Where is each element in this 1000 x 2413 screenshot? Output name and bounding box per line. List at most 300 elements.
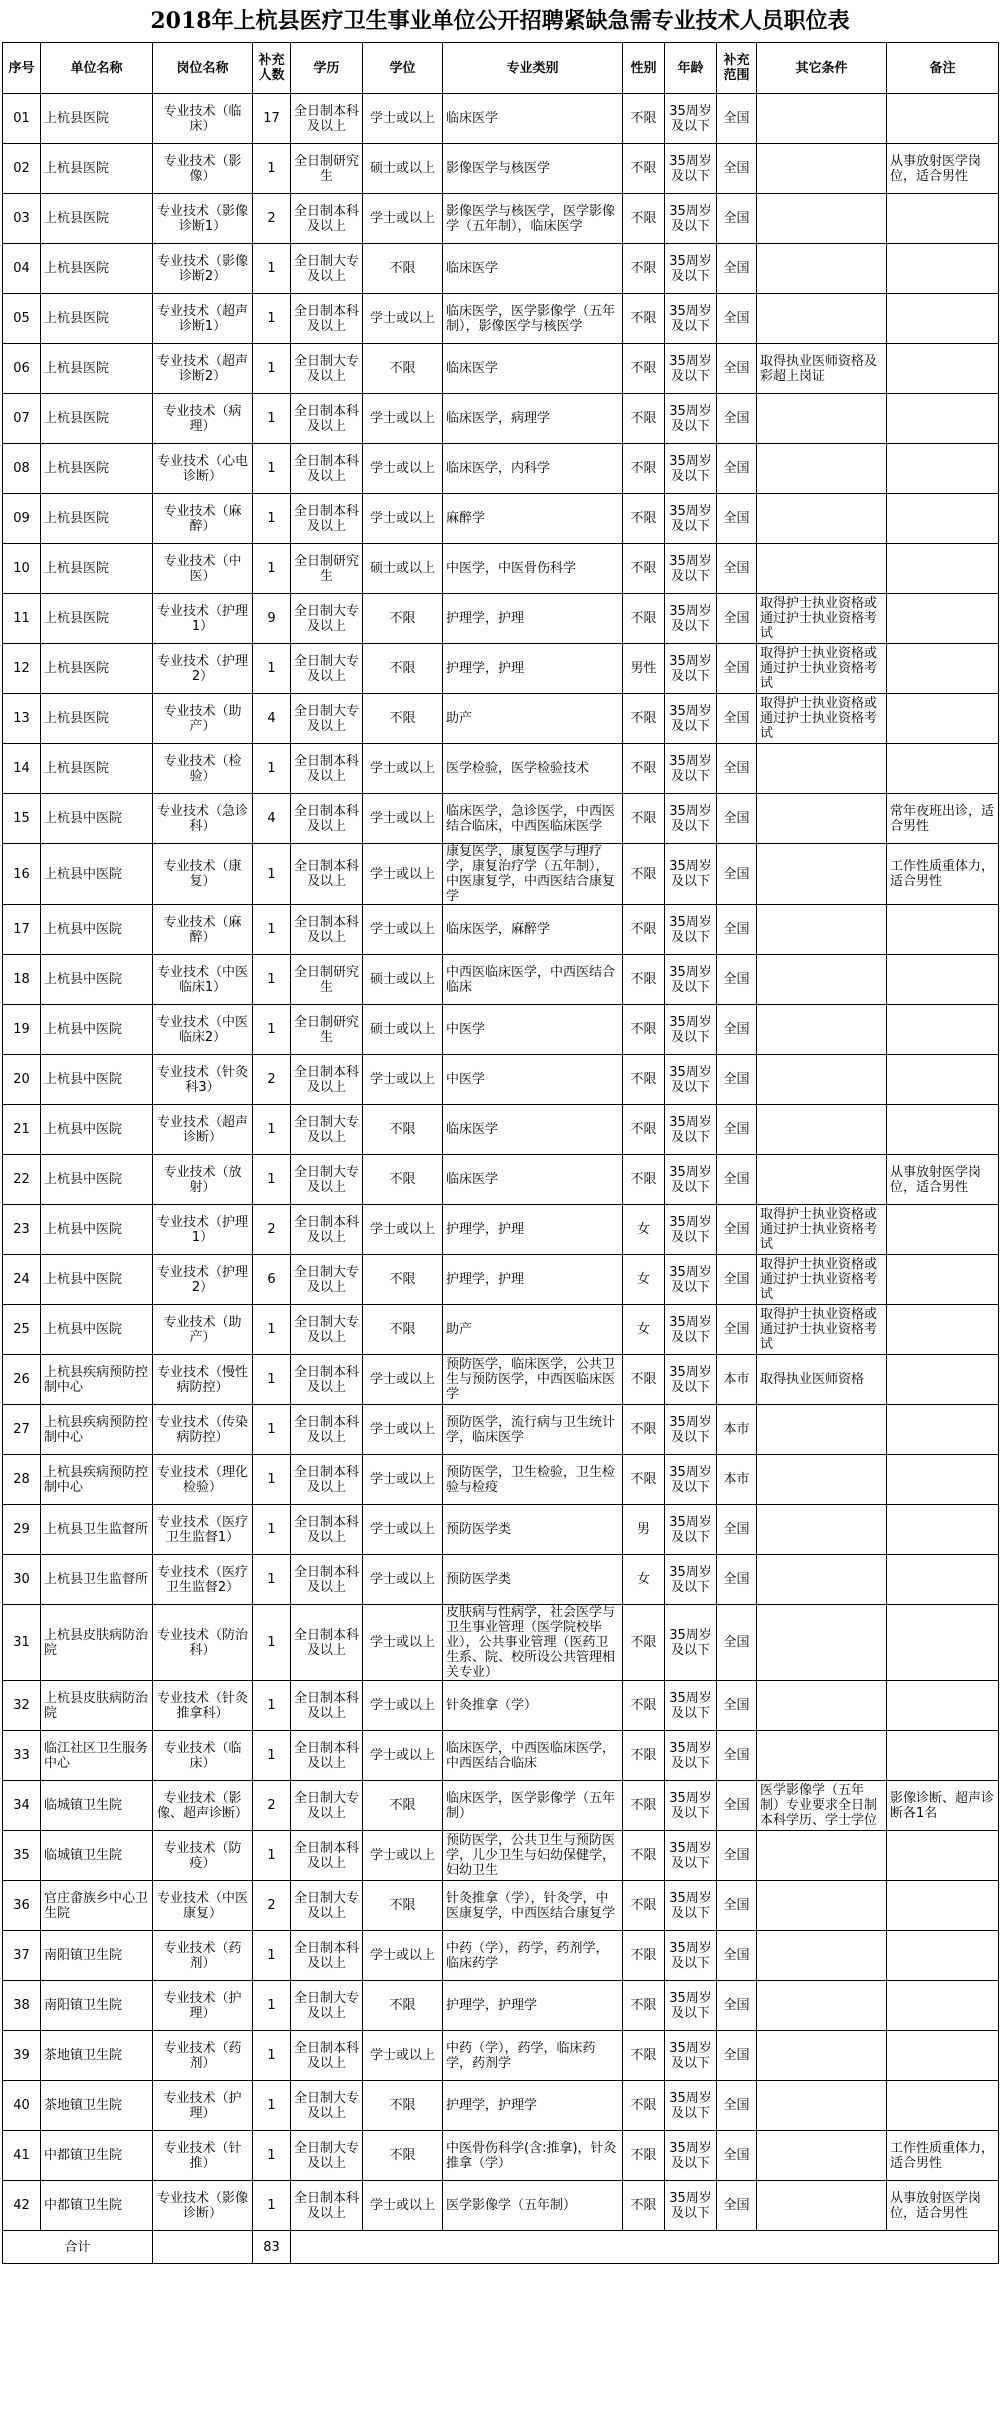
age-cell: 35周岁及以下: [665, 544, 717, 594]
recruit-scope-cell: 全国: [717, 1681, 757, 1731]
major-cell: 临床医学: [443, 244, 623, 294]
other-conditions-cell: [757, 2181, 887, 2231]
education-cell: 全日制大专及以上: [291, 2081, 363, 2131]
recruit-scope-cell: 全国: [717, 344, 757, 394]
remarks-cell: [887, 494, 999, 544]
other-conditions-cell: [757, 844, 887, 905]
major-cell: 预防医学类: [443, 1505, 623, 1555]
gender-cell: 男: [623, 1505, 665, 1555]
recruit-scope-cell: 全国: [717, 1881, 757, 1931]
row-number-cell: 11: [3, 594, 41, 644]
gender-cell: 不限: [623, 1355, 665, 1405]
degree-cell: 学士或以上: [363, 1831, 443, 1881]
table-row: [3, 344, 999, 394]
position-name-cell: 专业技术（超声诊断1）: [153, 294, 253, 344]
position-name-cell: 专业技术（影像）: [153, 144, 253, 194]
unit-name-cell: 上杭县中医院: [41, 844, 153, 905]
remarks-cell: [887, 544, 999, 594]
table-row: [3, 1205, 999, 1255]
gender-cell: 不限: [623, 1681, 665, 1731]
other-conditions-cell: [757, 494, 887, 544]
headcount-cell: 1: [253, 2081, 291, 2131]
position-name-cell: 专业技术（助产）: [153, 694, 253, 744]
unit-name-cell: 上杭县中医院: [41, 1055, 153, 1105]
unit-name-cell: 临江社区卫生服务中心: [41, 1731, 153, 1781]
education-cell: 全日制大专及以上: [291, 1105, 363, 1155]
table-row: [3, 1681, 999, 1731]
position-name-cell: 专业技术（影像诊断2）: [153, 244, 253, 294]
position-name-cell: 专业技术（麻醉）: [153, 494, 253, 544]
table-row: [3, 2181, 999, 2231]
recruit-scope-cell: 本市: [717, 1455, 757, 1505]
position-name-cell: 专业技术（影像、超声诊断）: [153, 1781, 253, 1831]
major-cell: 护理学，护理: [443, 1255, 623, 1305]
headcount-cell: 1: [253, 1981, 291, 2031]
education-cell: 全日制本科及以上: [291, 1681, 363, 1731]
headcount-cell: 4: [253, 794, 291, 844]
other-conditions-cell: [757, 1831, 887, 1881]
headcount-cell: 1: [253, 1831, 291, 1881]
recruit-scope-cell: 全国: [717, 144, 757, 194]
gender-cell: 男性: [623, 644, 665, 694]
row-number-cell: 22: [3, 1155, 41, 1205]
row-number-cell: 27: [3, 1405, 41, 1455]
other-conditions-cell: [757, 244, 887, 294]
other-conditions-cell: [757, 1055, 887, 1105]
table-row: [3, 1155, 999, 1205]
row-number-cell: 10: [3, 544, 41, 594]
headcount-cell: 2: [253, 1881, 291, 1931]
row-number-cell: 34: [3, 1781, 41, 1831]
remarks-cell: [887, 1681, 999, 1731]
gender-cell: 不限: [623, 905, 665, 955]
education-cell: 全日制大专及以上: [291, 594, 363, 644]
position-name-cell: 专业技术（病理）: [153, 394, 253, 444]
age-cell: 35周岁及以下: [665, 394, 717, 444]
gender-cell: 不限: [623, 1455, 665, 1505]
table-row: [3, 294, 999, 344]
unit-name-cell: 上杭县医院: [41, 494, 153, 544]
degree-cell: 学士或以上: [363, 94, 443, 144]
position-name-cell: 专业技术（传染病防控）: [153, 1405, 253, 1455]
header-cell: 学位: [363, 43, 443, 94]
table-row: [3, 1255, 999, 1305]
row-number-cell: 01: [3, 94, 41, 144]
position-name-cell: 专业技术（影像诊断1）: [153, 194, 253, 244]
remarks-cell: 从事放射医学岗位，适合男性: [887, 1155, 999, 1205]
position-name-cell: 专业技术（影像诊断）: [153, 2181, 253, 2231]
major-cell: 影像医学与核医学: [443, 144, 623, 194]
unit-name-cell: 南阳镇卫生院: [41, 1981, 153, 2031]
recruit-scope-cell: 全国: [717, 2181, 757, 2231]
headcount-cell: 1: [253, 1555, 291, 1605]
headcount-cell: 1: [253, 955, 291, 1005]
gender-cell: 不限: [623, 94, 665, 144]
education-cell: 全日制大专及以上: [291, 1781, 363, 1831]
age-cell: 35周岁及以下: [665, 1155, 717, 1205]
degree-cell: 学士或以上: [363, 394, 443, 444]
age-cell: 35周岁及以下: [665, 144, 717, 194]
other-conditions-cell: [757, 1555, 887, 1605]
age-cell: 35周岁及以下: [665, 905, 717, 955]
degree-cell: 硕士或以上: [363, 955, 443, 1005]
age-cell: 35周岁及以下: [665, 344, 717, 394]
gender-cell: 不限: [623, 1831, 665, 1881]
unit-name-cell: 上杭县医院: [41, 244, 153, 294]
gender-cell: 不限: [623, 1155, 665, 1205]
position-name-cell: 专业技术（临床）: [153, 1731, 253, 1781]
gender-cell: 女: [623, 1305, 665, 1355]
gender-cell: 不限: [623, 2131, 665, 2181]
table-row: [3, 694, 999, 744]
headcount-cell: 1: [253, 444, 291, 494]
education-cell: 全日制研究生: [291, 955, 363, 1005]
row-number-cell: 36: [3, 1881, 41, 1931]
remarks-cell: [887, 1205, 999, 1255]
unit-name-cell: 临城镇卫生院: [41, 1831, 153, 1881]
header-cell: 专业类别: [443, 43, 623, 94]
gender-cell: 不限: [623, 244, 665, 294]
education-cell: 全日制大专及以上: [291, 1255, 363, 1305]
degree-cell: 不限: [363, 594, 443, 644]
major-cell: 临床医学: [443, 1155, 623, 1205]
table-row: [3, 1105, 999, 1155]
gender-cell: 不限: [623, 744, 665, 794]
remarks-cell: [887, 905, 999, 955]
header-cell: 补充范围: [717, 43, 757, 94]
headcount-cell: 1: [253, 1455, 291, 1505]
row-number-cell: 12: [3, 644, 41, 694]
other-conditions-cell: [757, 1981, 887, 2031]
total-row: [3, 2231, 999, 2264]
age-cell: 35周岁及以下: [665, 744, 717, 794]
remarks-cell: [887, 394, 999, 444]
table-row: [3, 494, 999, 544]
position-name-cell: 专业技术（医疗卫生监督2）: [153, 1555, 253, 1605]
row-number-cell: 42: [3, 2181, 41, 2231]
recruit-scope-cell: 全国: [717, 594, 757, 644]
header-cell: 年龄: [665, 43, 717, 94]
row-number-cell: 24: [3, 1255, 41, 1305]
education-cell: 全日制本科及以上: [291, 1931, 363, 1981]
other-conditions-cell: [757, 1681, 887, 1731]
remarks-cell: [887, 244, 999, 294]
unit-name-cell: 上杭县中医院: [41, 1005, 153, 1055]
position-name-cell: 专业技术（护理）: [153, 1981, 253, 2031]
education-cell: 全日制大专及以上: [291, 1881, 363, 1931]
unit-name-cell: 上杭县医院: [41, 744, 153, 794]
other-conditions-cell: [757, 444, 887, 494]
other-conditions-cell: 取得护士执业资格或通过护士执业资格考试: [757, 1305, 887, 1355]
remarks-cell: [887, 1931, 999, 1981]
unit-name-cell: 上杭县皮肤病防治院: [41, 1605, 153, 1681]
gender-cell: 不限: [623, 294, 665, 344]
recruit-scope-cell: 全国: [717, 1781, 757, 1831]
position-name-cell: 专业技术（护理2）: [153, 1255, 253, 1305]
position-name-cell: 专业技术（药剂）: [153, 1931, 253, 1981]
education-cell: 全日制本科及以上: [291, 194, 363, 244]
major-cell: 临床医学，医学影像学（五年制）: [443, 1781, 623, 1831]
position-name-cell: 专业技术（康复）: [153, 844, 253, 905]
other-conditions-cell: [757, 1155, 887, 1205]
education-cell: 全日制本科及以上: [291, 1731, 363, 1781]
table-row: [3, 1981, 999, 2031]
degree-cell: 学士或以上: [363, 444, 443, 494]
row-number-cell: 17: [3, 905, 41, 955]
unit-name-cell: 上杭县卫生监督所: [41, 1555, 153, 1605]
degree-cell: 不限: [363, 1155, 443, 1205]
other-conditions-cell: [757, 744, 887, 794]
position-name-cell: 专业技术（理化检验）: [153, 1455, 253, 1505]
recruit-scope-cell: 全国: [717, 244, 757, 294]
row-number-cell: 37: [3, 1931, 41, 1981]
headcount-cell: 2: [253, 194, 291, 244]
gender-cell: 不限: [623, 1105, 665, 1155]
remarks-cell: [887, 955, 999, 1005]
education-cell: 全日制本科及以上: [291, 1405, 363, 1455]
major-cell: 护理学，护理: [443, 644, 623, 694]
other-conditions-cell: [757, 194, 887, 244]
position-name-cell: 专业技术（针灸推拿科）: [153, 1681, 253, 1731]
degree-cell: 学士或以上: [363, 794, 443, 844]
degree-cell: 不限: [363, 1105, 443, 1155]
remarks-cell: [887, 1505, 999, 1555]
remarks-cell: [887, 1005, 999, 1055]
gender-cell: 不限: [623, 194, 665, 244]
remarks-cell: [887, 344, 999, 394]
row-number-cell: 04: [3, 244, 41, 294]
position-name-cell: 专业技术（临床）: [153, 94, 253, 144]
education-cell: 全日制大专及以上: [291, 1305, 363, 1355]
degree-cell: 不限: [363, 644, 443, 694]
degree-cell: 学士或以上: [363, 844, 443, 905]
education-cell: 全日制本科及以上: [291, 94, 363, 144]
major-cell: 预防医学类: [443, 1555, 623, 1605]
unit-name-cell: 上杭县医院: [41, 294, 153, 344]
row-number-cell: 15: [3, 794, 41, 844]
gender-cell: 不限: [623, 2031, 665, 2081]
degree-cell: 硕士或以上: [363, 144, 443, 194]
remarks-cell: [887, 94, 999, 144]
headcount-cell: 1: [253, 144, 291, 194]
age-cell: 35周岁及以下: [665, 844, 717, 905]
table-row: [3, 394, 999, 444]
unit-name-cell: 上杭县医院: [41, 544, 153, 594]
age-cell: 35周岁及以下: [665, 794, 717, 844]
table-row: [3, 444, 999, 494]
unit-name-cell: 上杭县中医院: [41, 955, 153, 1005]
gender-cell: 不限: [623, 955, 665, 1005]
header-cell: 单位名称: [41, 43, 153, 94]
other-conditions-cell: [757, 1605, 887, 1681]
other-conditions-cell: [757, 2131, 887, 2181]
unit-name-cell: 上杭县中医院: [41, 1205, 153, 1255]
table-row: [3, 744, 999, 794]
degree-cell: 学士或以上: [363, 1505, 443, 1555]
remarks-cell: [887, 1881, 999, 1931]
degree-cell: 学士或以上: [363, 294, 443, 344]
other-conditions-cell: [757, 144, 887, 194]
header-cell: 备注: [887, 43, 999, 94]
degree-cell: 不限: [363, 694, 443, 744]
major-cell: 皮肤病与性病学，社会医学与卫生事业管理（医学院校毕业），公共事业管理（医药卫生系、院、校所设公共管理相关专业）: [443, 1605, 623, 1681]
table-row: [3, 1405, 999, 1455]
education-cell: 全日制本科及以上: [291, 1555, 363, 1605]
recruit-scope-cell: 全国: [717, 544, 757, 594]
unit-name-cell: 上杭县卫生监督所: [41, 1505, 153, 1555]
other-conditions-cell: [757, 955, 887, 1005]
education-cell: 全日制大专及以上: [291, 644, 363, 694]
degree-cell: 不限: [363, 344, 443, 394]
remarks-cell: [887, 1255, 999, 1305]
recruit-scope-cell: 全国: [717, 1555, 757, 1605]
unit-name-cell: 上杭县医院: [41, 644, 153, 694]
major-cell: 中医学，中医骨伤科学: [443, 544, 623, 594]
degree-cell: 学士或以上: [363, 905, 443, 955]
other-conditions-cell: [757, 2031, 887, 2081]
recruit-scope-cell: 本市: [717, 1405, 757, 1455]
age-cell: 35周岁及以下: [665, 494, 717, 544]
unit-name-cell: 上杭县疾病预防控制中心: [41, 1455, 153, 1505]
headcount-cell: 1: [253, 2031, 291, 2081]
degree-cell: 学士或以上: [363, 1455, 443, 1505]
unit-name-cell: 官庄畲族乡中心卫生院: [41, 1881, 153, 1931]
education-cell: 全日制大专及以上: [291, 1155, 363, 1205]
education-cell: 全日制研究生: [291, 1005, 363, 1055]
remarks-cell: [887, 1105, 999, 1155]
gender-cell: 不限: [623, 594, 665, 644]
recruit-scope-cell: 全国: [717, 2031, 757, 2081]
recruit-scope-cell: 全国: [717, 1155, 757, 1205]
recruit-scope-cell: 全国: [717, 1205, 757, 1255]
age-cell: 35周岁及以下: [665, 1731, 717, 1781]
age-cell: 35周岁及以下: [665, 1555, 717, 1605]
unit-name-cell: 上杭县医院: [41, 594, 153, 644]
position-name-cell: 专业技术（急诊科）: [153, 794, 253, 844]
headcount-cell: 1: [253, 1005, 291, 1055]
education-cell: 全日制本科及以上: [291, 1355, 363, 1405]
major-cell: 中药（学），药学，临床药学，药剂学: [443, 2031, 623, 2081]
degree-cell: 学士或以上: [363, 2031, 443, 2081]
other-conditions-cell: 取得护士执业资格或通过护士执业资格考试: [757, 1255, 887, 1305]
major-cell: 针灸推拿（学），针灸学，中医康复学，中西医结合康复学: [443, 1881, 623, 1931]
unit-name-cell: 中都镇卫生院: [41, 2181, 153, 2231]
degree-cell: 不限: [363, 2131, 443, 2181]
row-number-cell: 20: [3, 1055, 41, 1105]
education-cell: 全日制研究生: [291, 544, 363, 594]
headcount-cell: 1: [253, 1505, 291, 1555]
headcount-cell: 6: [253, 1255, 291, 1305]
age-cell: 35周岁及以下: [665, 1781, 717, 1831]
age-cell: 35周岁及以下: [665, 244, 717, 294]
remarks-cell: 常年夜班出诊，适合男性: [887, 794, 999, 844]
remarks-cell: [887, 1605, 999, 1681]
major-cell: 临床医学，麻醉学: [443, 905, 623, 955]
gender-cell: 不限: [623, 394, 665, 444]
position-name-cell: 专业技术（中医临床2）: [153, 1005, 253, 1055]
remarks-cell: [887, 1831, 999, 1881]
education-cell: 全日制大专及以上: [291, 244, 363, 294]
major-cell: 临床医学: [443, 94, 623, 144]
age-cell: 35周岁及以下: [665, 1355, 717, 1405]
headcount-cell: 2: [253, 1205, 291, 1255]
major-cell: 影像医学与核医学，医学影像学（五年制），临床医学: [443, 194, 623, 244]
unit-name-cell: 中都镇卫生院: [41, 2131, 153, 2181]
row-number-cell: 30: [3, 1555, 41, 1605]
gender-cell: 女: [623, 1205, 665, 1255]
table-row: [3, 1005, 999, 1055]
table-row: [3, 1355, 999, 1405]
gender-cell: 不限: [623, 494, 665, 544]
other-conditions-cell: [757, 1731, 887, 1781]
degree-cell: 不限: [363, 1305, 443, 1355]
table-header-row: [3, 43, 999, 94]
gender-cell: 不限: [623, 1731, 665, 1781]
gender-cell: 不限: [623, 1005, 665, 1055]
position-name-cell: 专业技术（检验）: [153, 744, 253, 794]
major-cell: 护理学，护理: [443, 1205, 623, 1255]
header-cell: 岗位名称: [153, 43, 253, 94]
other-conditions-cell: 取得护士执业资格或通过护士执业资格考试: [757, 594, 887, 644]
unit-name-cell: 上杭县皮肤病防治院: [41, 1681, 153, 1731]
unit-name-cell: 上杭县医院: [41, 194, 153, 244]
major-cell: 麻醉学: [443, 494, 623, 544]
education-cell: 全日制本科及以上: [291, 794, 363, 844]
unit-name-cell: 上杭县中医院: [41, 794, 153, 844]
row-number-cell: 05: [3, 294, 41, 344]
row-number-cell: 09: [3, 494, 41, 544]
remarks-cell: 从事放射医学岗位，适合男性: [887, 2181, 999, 2231]
recruit-scope-cell: 全国: [717, 2131, 757, 2181]
headcount-cell: 2: [253, 1781, 291, 1831]
row-number-cell: 40: [3, 2081, 41, 2131]
remarks-cell: 影像诊断、超声诊断各1名: [887, 1781, 999, 1831]
age-cell: 35周岁及以下: [665, 1505, 717, 1555]
major-cell: 预防医学，卫生检验，卫生检验与检疫: [443, 1455, 623, 1505]
position-name-cell: 专业技术（放射）: [153, 1155, 253, 1205]
table-row: [3, 1555, 999, 1605]
recruit-scope-cell: 全国: [717, 1505, 757, 1555]
other-conditions-cell: [757, 1005, 887, 1055]
recruit-scope-cell: 全国: [717, 844, 757, 905]
table-row: [3, 244, 999, 294]
recruit-scope-cell: 全国: [717, 744, 757, 794]
position-name-cell: 专业技术（慢性病防控）: [153, 1355, 253, 1405]
degree-cell: 硕士或以上: [363, 1005, 443, 1055]
remarks-cell: [887, 2081, 999, 2131]
table-row: [3, 2031, 999, 2081]
headcount-cell: 1: [253, 1105, 291, 1155]
unit-name-cell: 茶地镇卫生院: [41, 2031, 153, 2081]
remarks-cell: [887, 294, 999, 344]
remarks-cell: [887, 644, 999, 694]
table-row: [3, 544, 999, 594]
age-cell: 35周岁及以下: [665, 1405, 717, 1455]
table-row: [3, 1781, 999, 1831]
other-conditions-cell: [757, 1405, 887, 1455]
row-number-cell: 21: [3, 1105, 41, 1155]
headcount-cell: 1: [253, 1355, 291, 1405]
unit-name-cell: 上杭县疾病预防控制中心: [41, 1405, 153, 1455]
gender-cell: 不限: [623, 694, 665, 744]
major-cell: 中医学: [443, 1005, 623, 1055]
education-cell: 全日制本科及以上: [291, 744, 363, 794]
table-row: [3, 1455, 999, 1505]
remarks-cell: [887, 1981, 999, 2031]
headcount-cell: 1: [253, 2131, 291, 2181]
unit-name-cell: 上杭县中医院: [41, 1105, 153, 1155]
header-cell: 性别: [623, 43, 665, 94]
